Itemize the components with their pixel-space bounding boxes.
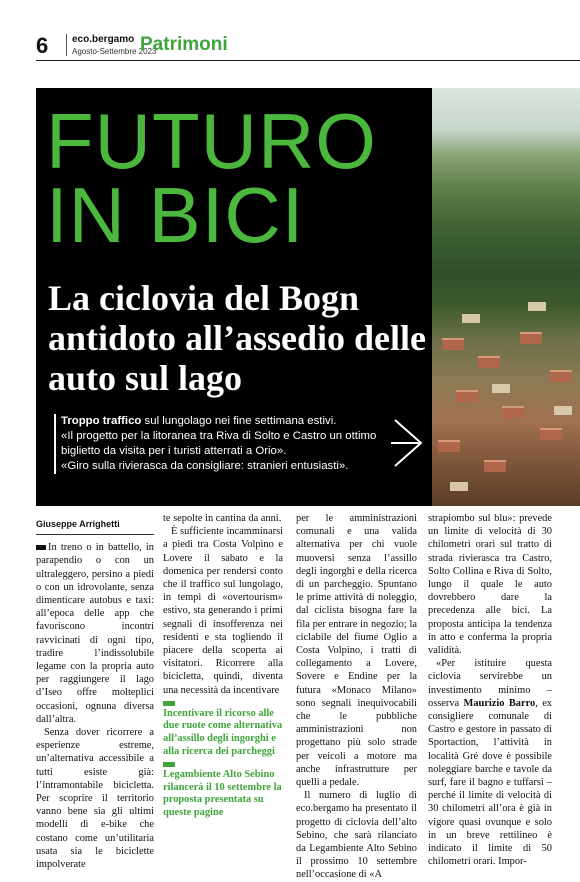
section-title: Patrimoni — [140, 34, 228, 55]
col2-paragraph-2: È sufficiente incamminarsi a piedi tra Costa Volpino e Lovere il sabato e la domenica per rendersi conto che il traffico sul lungolago, in tempi di «overtourism» estivo, sta generando i primi segnali di insofferenza nei residenti e sta togliendo il piacere della scoperta ai visitatori. Ricorrere alla bicicletta, quindi, diventa una necessità da incentivare — [163, 526, 283, 696]
interviewee-name: Maurizio Barro — [463, 697, 536, 709]
summary-line2: «Il progetto per la litoranea tra Riva di Solto e Castro un ottimo biglietto da visita per i turisti atterrati a Orio». — [61, 430, 377, 457]
article-column-3 — [296, 512, 417, 882]
summary-line3: «Giro sulla rivierasca da consigliare: stranieri entusiasti». — [61, 460, 349, 472]
article-column-1 — [36, 512, 154, 871]
col4-paragraph-1: strapiombo sul blu»: prevede un limite di velocità di 30 chilometri orari sul tratto di strada rivierasca tra Castro, Solto Collina e Riva di Solto, lungo il quale le auto dovrebbero dare la precedenza alle bici. La proposta anticipa la tendenza in atto e conferma la propria validità. — [428, 513, 552, 657]
summary-lead: Troppo traffico — [61, 415, 142, 427]
arrow-right-icon — [391, 416, 425, 470]
callout-1: Incentivare il ricorso alle due ruote come alternativa all’assillo degli ingorghi e alla ricerca dei parcheggi — [163, 707, 283, 757]
col2-paragraph-1: te sepolte in cantina da anni. — [163, 513, 282, 524]
callout-marker — [163, 701, 175, 706]
header-divider — [66, 34, 67, 56]
hero-banner — [36, 88, 580, 506]
issue-date: Agosto-Settembre 2023 — [72, 47, 157, 56]
author-byline: Giuseppe Arrighetti — [36, 518, 154, 535]
hero-title-line2: IN BICI — [46, 171, 305, 259]
hero-summary — [54, 414, 404, 474]
header-rule — [36, 60, 580, 61]
col4-paragraph-2b: , ex consigliere comunale di Castro e gestore in passato di Sportaction, l’attività in località Gré dove è possibile noleggiare barche e tavole da surf, fare il bagno e tuffarsi – perché il limite di velocità di 30 chilometri all’ora è già in vigore quasi ovunque e solo in un breve rettilineo è indicato il limite di 50 chilometri orari. Impor- — [428, 697, 552, 868]
callout-2: Legambiente Alto Sebino rilancerà il 10 settembre la proposta presentata su queste pagine — [163, 769, 282, 818]
hero-title-line1: FUTURO — [46, 97, 377, 185]
callout-marker — [163, 762, 175, 767]
col3-paragraph-2: Il numero di luglio di eco.bergamo ha presentato il progetto di ciclovia dell’alto Sebino, che sarà rilanciato da Legambiente Alto Sebino il prossimo 10 settembre nell’occasione di «A — [296, 790, 417, 881]
hero-subtitle: La ciclovia del Bogn antidoto all’assedio delle auto sul lago — [48, 278, 427, 398]
article-column-2 — [163, 512, 283, 820]
page-number: 6 — [36, 33, 49, 58]
brand-name: eco.bergamo — [72, 34, 135, 45]
col1-paragraph-1: In treno o in battello, in parapendio o con un ultraleggero, persino a piedi o con un idrovolante, senza dimenticare autobus e taxi: all’epoca delle app che favoriscono incontri ravvicinati di ogni tipo, tradire l’indissolubile legame con la propria auto per raggiungere il lago d’Iseo offre molteplici occasioni, ognuna diversa dall’altra. — [36, 542, 154, 725]
hero-title — [46, 97, 377, 259]
col4-paragraph-2a: «Per istituire questa ciclovia servirebbe un investimento minimo – osserva — [428, 658, 552, 709]
lake-village-photo — [432, 88, 580, 506]
article-column-4 — [428, 512, 552, 868]
page-header — [0, 0, 580, 88]
col1-paragraph-2: Senza dover ricorrere a esperienze estreme, un’alternativa accessibile a tutti esiste già: l’intramontabile bicicletta. Per scoprire il territorio vanno bene sia gli ultimi modelli di e-bike che costano come un’utilitaria usata sia le biciclette impolverate — [36, 727, 154, 871]
col4-paragraph-2 — [428, 657, 552, 868]
lead-marker — [36, 545, 46, 550]
summary-line1: sul lungolago nei fine settimana estivi. — [141, 415, 337, 427]
col3-paragraph-1: per le amministrazioni comunali e una valida alternativa per chi vuole muoversi senza l’assillo degli ingorghi e della ricerca di un parcheggio. Spuntano le prime attività di noleggio, dal ciclista bisogna fare la fila per entrare in negozio; la ciclabile del fiume Oglio a Costa Volpino, i tratti di collegamento a Lovere, Sovere e Endine per la futura «Monaco Milano» sono segnali inequivocabili che le pubbliche amministrazioni non progettano più solo strade per veicoli a motore ma anche infrastrutture per quelli a pedale. — [296, 513, 417, 789]
